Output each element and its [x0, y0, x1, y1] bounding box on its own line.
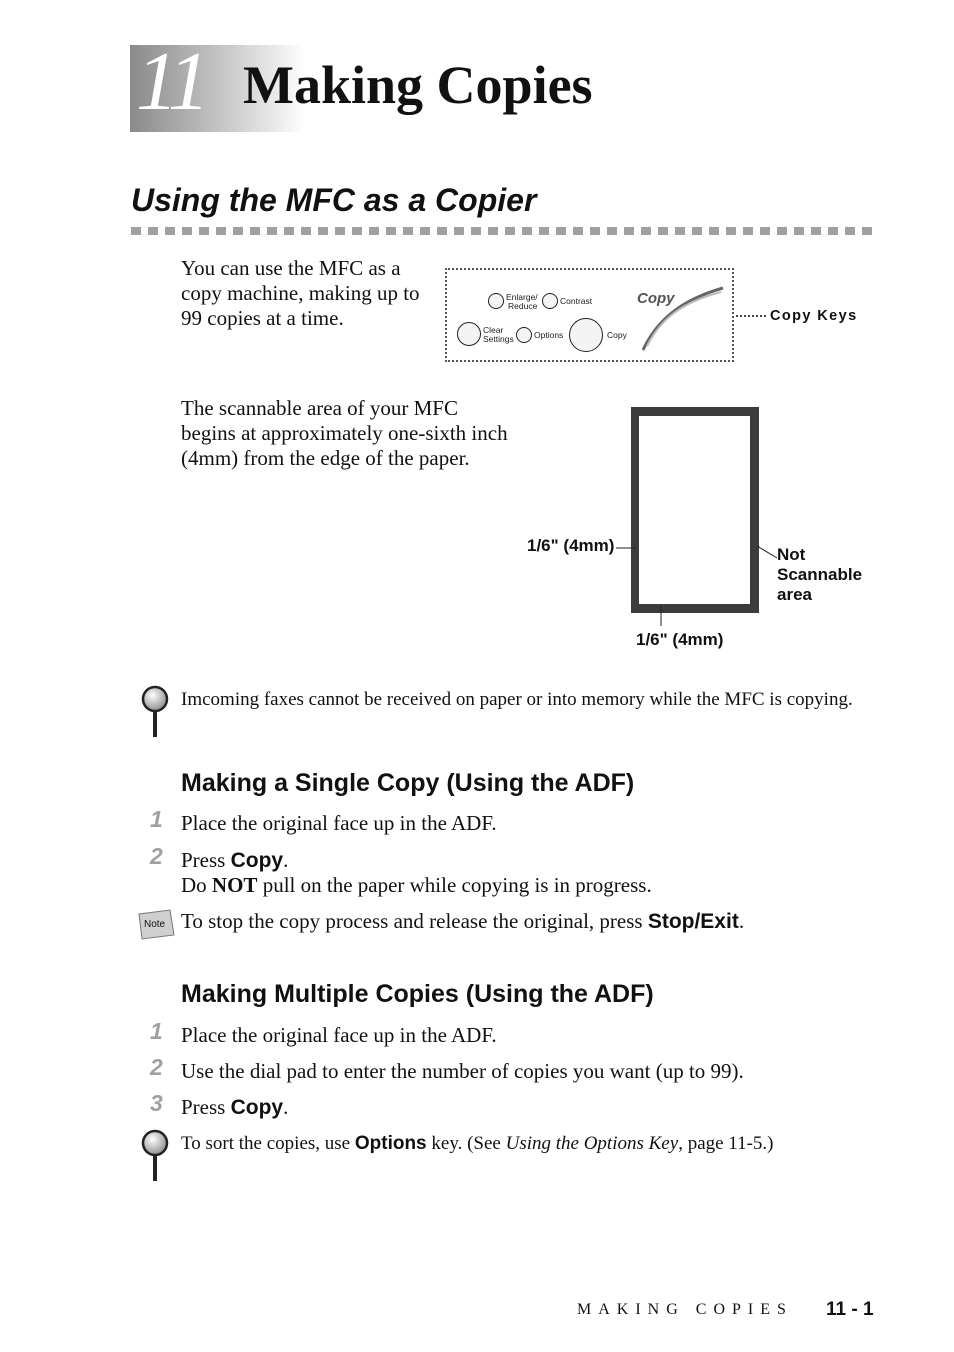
bottom-margin-leader: [659, 606, 663, 626]
step-number: 2: [150, 843, 163, 869]
section-divider: [131, 227, 874, 235]
options-key: [516, 327, 532, 343]
single-copy-heading: Making a Single Copy (Using the ADF): [181, 769, 635, 797]
stop-exit-note: To stop the copy process and release the original, press Stop/Exit.: [181, 909, 745, 933]
not-scannable-label: Not Scannable area: [777, 545, 863, 604]
copy-key: [569, 318, 603, 352]
step-number: 2: [150, 1054, 163, 1080]
sort-copies-tip: To sort the copies, use Options key. (See Using the Options Key, page 11-5.): [181, 1133, 774, 1154]
footer-page-number: 11 - 1: [826, 1299, 874, 1320]
copy-keys-callout: Copy Keys: [770, 308, 858, 324]
step-number: 1: [150, 1018, 163, 1044]
clear-settings-key: [457, 322, 481, 346]
magnifier-icon: [140, 1128, 172, 1186]
control-panel-illustration: [445, 268, 734, 362]
options-label: Options: [534, 330, 564, 340]
step-text: Place the original face up in the ADF.: [181, 811, 497, 835]
incoming-fax-note: Imcoming faxes cannot be received on paper or into memory while the MFC is copying.: [181, 689, 853, 710]
step-text: Press Copy.: [181, 1095, 289, 1119]
not-scannable-leader: [757, 546, 779, 560]
step-warning-text: Do NOT pull on the paper while copying is in progress.: [181, 873, 652, 897]
scan-area-paragraph: The scannable area of your MFC begins at approximately one-sixth inch (4mm) from the edge of the paper.: [181, 396, 508, 470]
chapter-title: Making Copies: [243, 55, 593, 115]
intro-paragraph: You can use the MFC as a copy machine, making up to 99 copies at a time.: [181, 256, 420, 330]
copy-swoosh-graphic: [637, 284, 727, 354]
magnifier-icon: [140, 684, 172, 742]
copy-keys-leader: [736, 315, 766, 317]
enlarge-reduce-key: [488, 293, 504, 309]
clear-settings-label: Clear Settings: [483, 325, 514, 344]
step-number: 3: [150, 1090, 163, 1116]
step-text: Use the dial pad to enter the number of copies you want (up to 99).: [181, 1059, 744, 1083]
side-margin-leader: [616, 546, 636, 550]
multiple-copies-heading: Making Multiple Copies (Using the ADF): [181, 980, 654, 1008]
note-badge-label: Note: [144, 919, 166, 930]
footer-chapter-label: MAKING COPIES: [577, 1301, 793, 1318]
scannable-area: [639, 416, 750, 604]
enlarge-reduce-label: Enlarge/ Reduce: [506, 292, 538, 311]
step-text: Place the original face up in the ADF.: [181, 1023, 497, 1047]
step-text: Press Copy.: [181, 848, 289, 872]
copy-logo: Copy: [637, 290, 675, 307]
contrast-key: [542, 293, 558, 309]
step-number: 1: [150, 806, 163, 832]
contrast-label: Contrast: [560, 296, 593, 306]
copy-key-label: Copy: [607, 330, 627, 340]
bottom-margin-label: 1/6" (4mm): [636, 630, 724, 649]
section-title: Using the MFC as a Copier: [131, 182, 537, 218]
chapter-number: 11: [136, 35, 206, 128]
side-margin-label: 1/6" (4mm): [527, 536, 615, 555]
